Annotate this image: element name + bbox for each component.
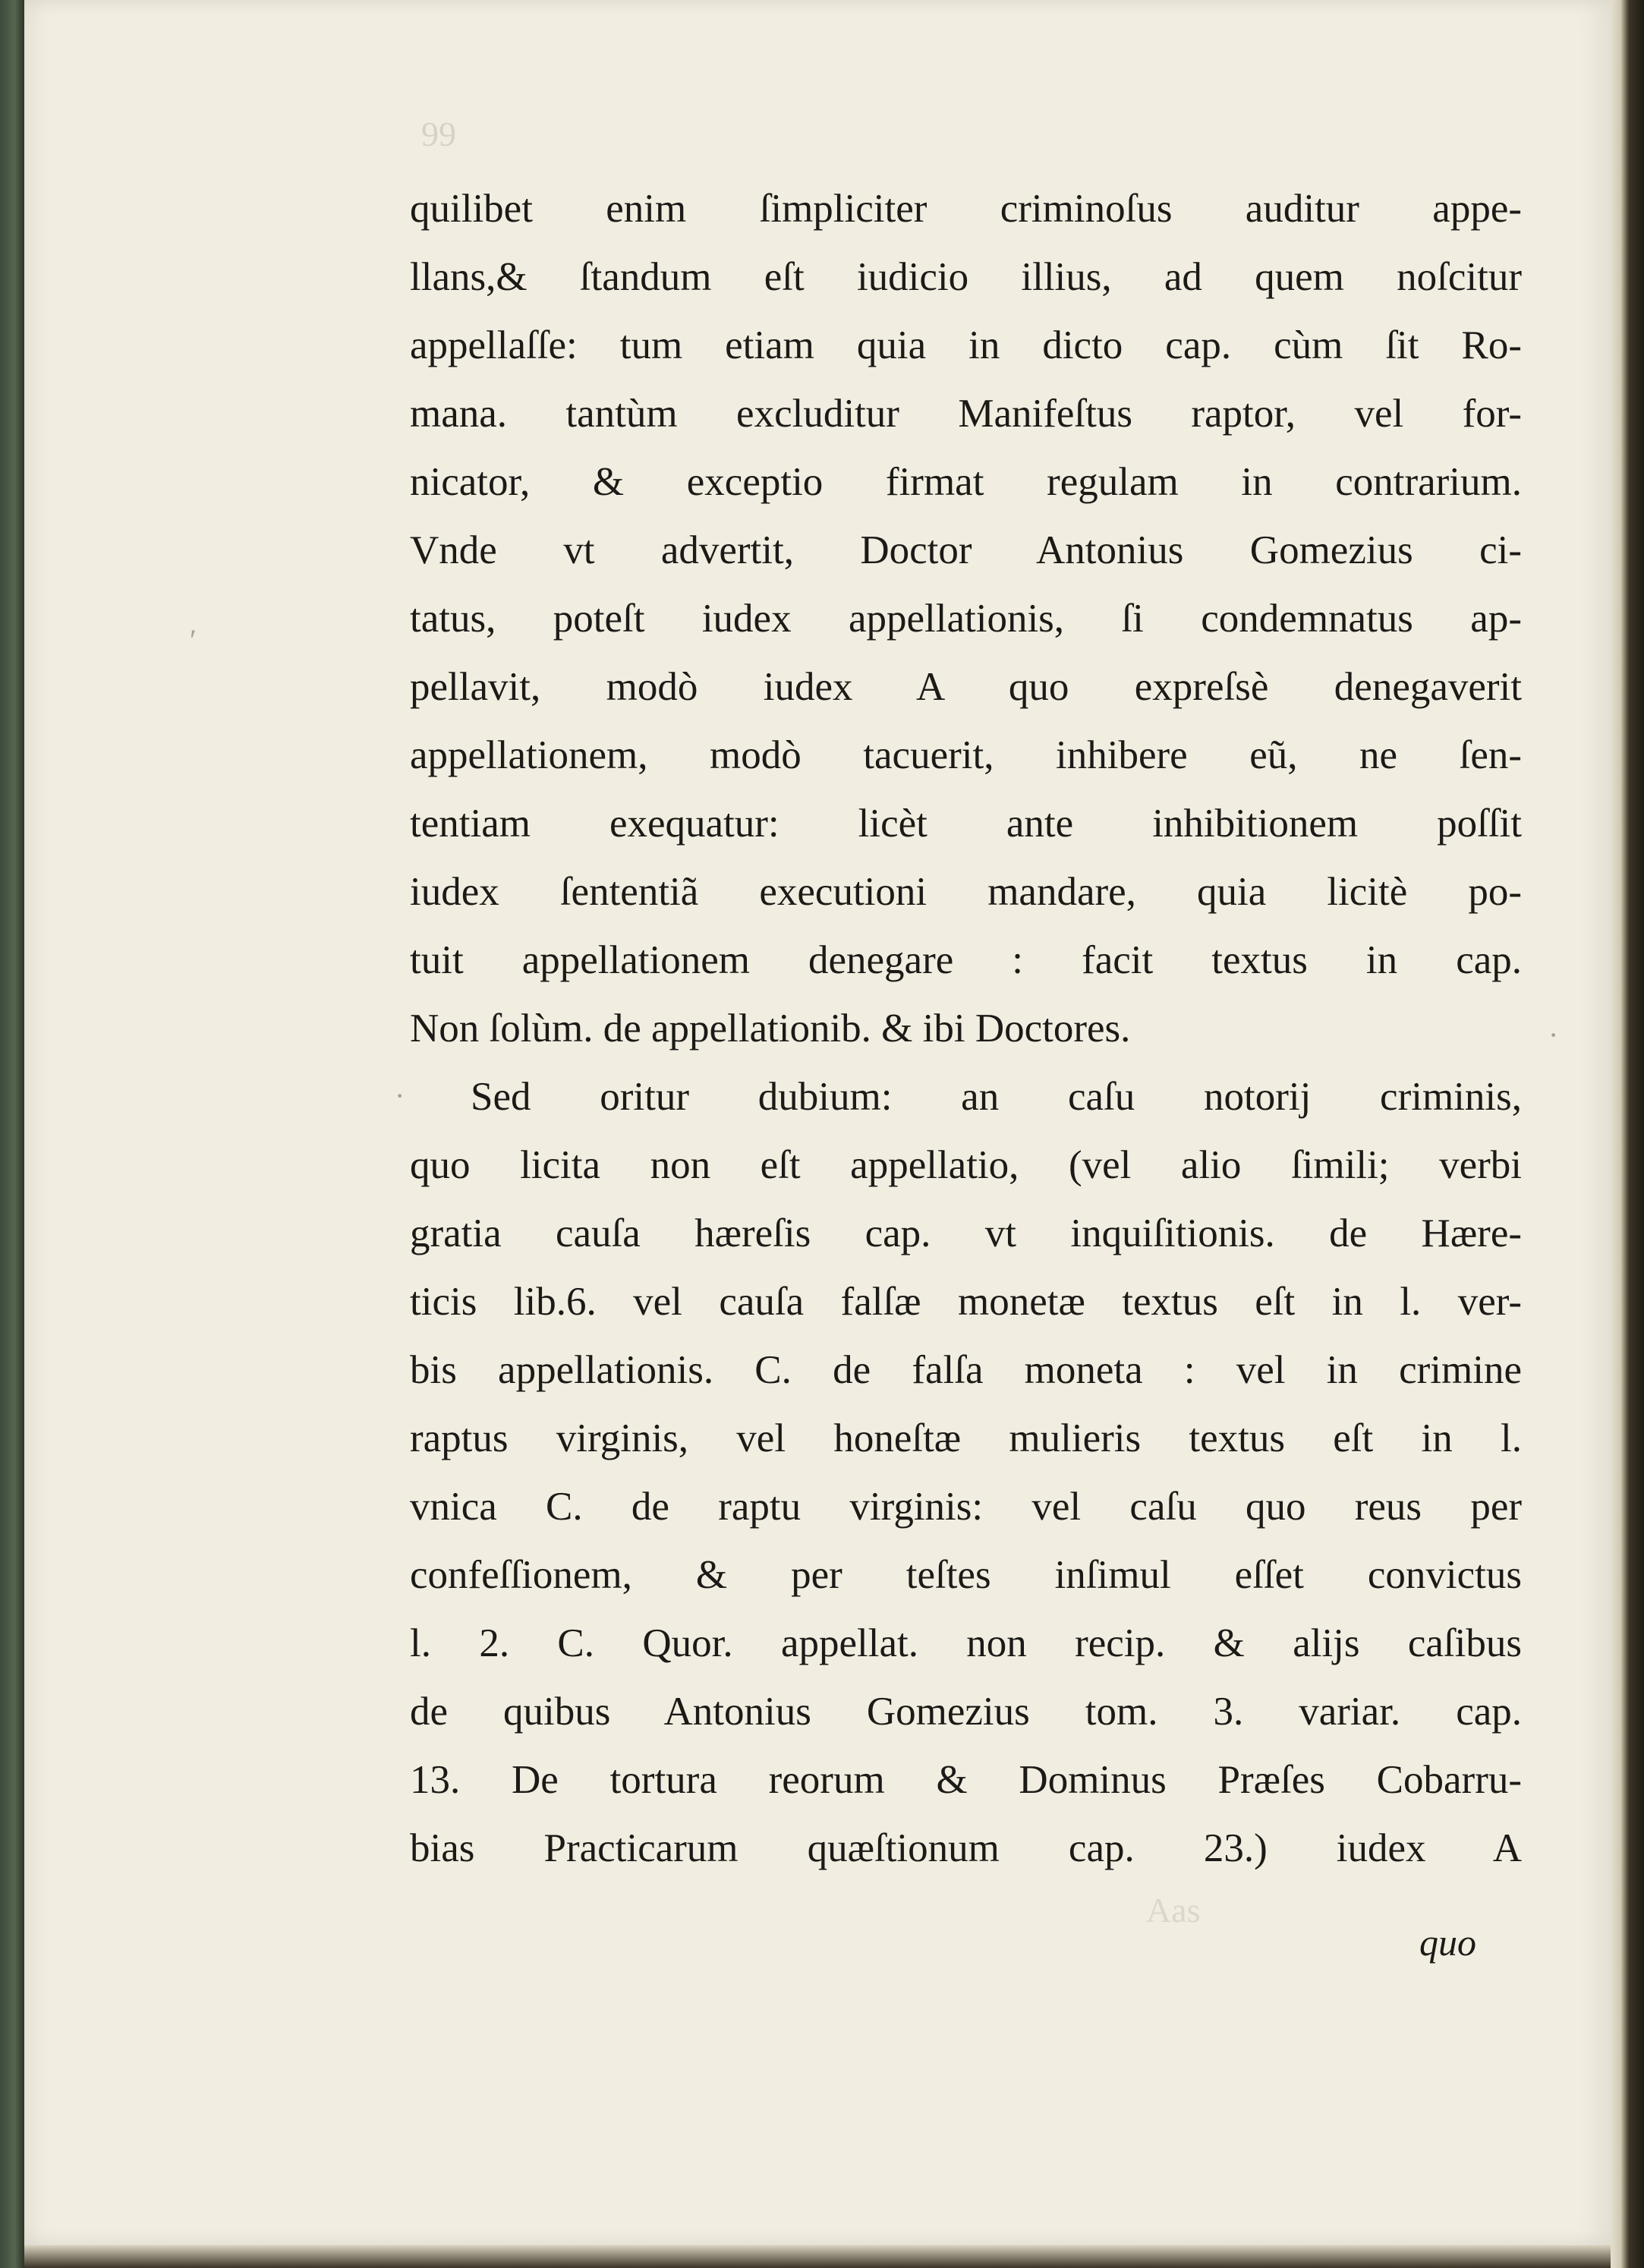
text-line: Sed oritur dubium: an caſu notorij criminis, <box>471 1075 1522 1119</box>
margin-mark: · <box>395 1079 405 1113</box>
text-line: llans,& ſtandum eſt iudicio illius, ad quem noſcitur <box>410 255 1522 299</box>
text-line: mana. tantùm excluditur Manifeſtus raptor, vel for- <box>410 392 1522 436</box>
text-line: de quibus Antonius Gomezius tom. 3. variar. cap. <box>410 1690 1522 1734</box>
text-line: Vnde vt advertit, Doctor Antonius Gomezius ci- <box>410 528 1522 572</box>
body-text <box>410 175 1522 1882</box>
text-line: bis appellationis. C. de falſa moneta : vel in crimine <box>410 1348 1522 1392</box>
text-line: appellationem, modò tacuerit, inhibere eũ, ne ſen- <box>410 733 1522 777</box>
text-line: pellavit, modò iudex A quo expreſsè denegaverit <box>410 665 1522 709</box>
bleed-through-page-number: 99 <box>421 115 456 153</box>
text-line: nicator, & exceptio firmat regulam in contrarium. <box>410 460 1522 504</box>
book-page-bottom-edge <box>24 2245 1611 2268</box>
text-line: iudex ſententiã executioni mandare, quia licitè po- <box>410 870 1522 914</box>
margin-mark: · <box>1548 1018 1559 1052</box>
text-line: gratia cauſa hæreſis cap. vt inquiſitionis. de Hære- <box>410 1211 1522 1255</box>
text-line: ticis lib.6. vel cauſa falſæ monetæ textus eſt in l. ver- <box>410 1280 1522 1324</box>
text-line: quo licita non eſt appellatio, (vel alio ſimili; verbi <box>410 1143 1522 1187</box>
text-line: l. 2. C. Quor. appellat. non recip. & alijs caſibus <box>410 1621 1522 1665</box>
text-line: bias Practicarum quæſtionum cap. 23.) iudex A <box>410 1826 1522 1870</box>
catchword: quo <box>1419 1921 1476 1964</box>
text-line: tuit appellationem denegare : facit textus in cap. <box>410 938 1522 982</box>
margin-mark: ʹ <box>190 623 197 657</box>
text-line: tentiam exequatur: licèt ante inhibitionem poſſit <box>410 802 1522 846</box>
text-line: Non ſolùm. de appellationib. & ibi Doctores. <box>410 1006 1131 1051</box>
text-line: raptus virginis, vel honeſtæ mulieris textus eſt in l. <box>410 1416 1522 1460</box>
bleed-through-catchword: Aas <box>1146 1891 1201 1929</box>
text-line: appellaſſe: tum etiam quia in dicto cap. cùm ſit Ro- <box>410 323 1522 367</box>
text-line: tatus, poteſt iudex appellationis, ſi condemnatus ap- <box>410 597 1522 641</box>
book-binding-left <box>0 0 24 2268</box>
book-page-edge <box>1611 0 1644 2268</box>
text-line: vnica C. de raptu virginis: vel caſu quo reus per <box>410 1485 1522 1529</box>
text-line: 13. De tortura reorum & Dominus Præſes Cobarru- <box>410 1758 1522 1802</box>
text-line: confeſſionem, & per teſtes inſimul eſſet convictus <box>410 1553 1522 1597</box>
text-line: quilibet enim ſimpliciter criminoſus auditur appe- <box>410 187 1522 231</box>
